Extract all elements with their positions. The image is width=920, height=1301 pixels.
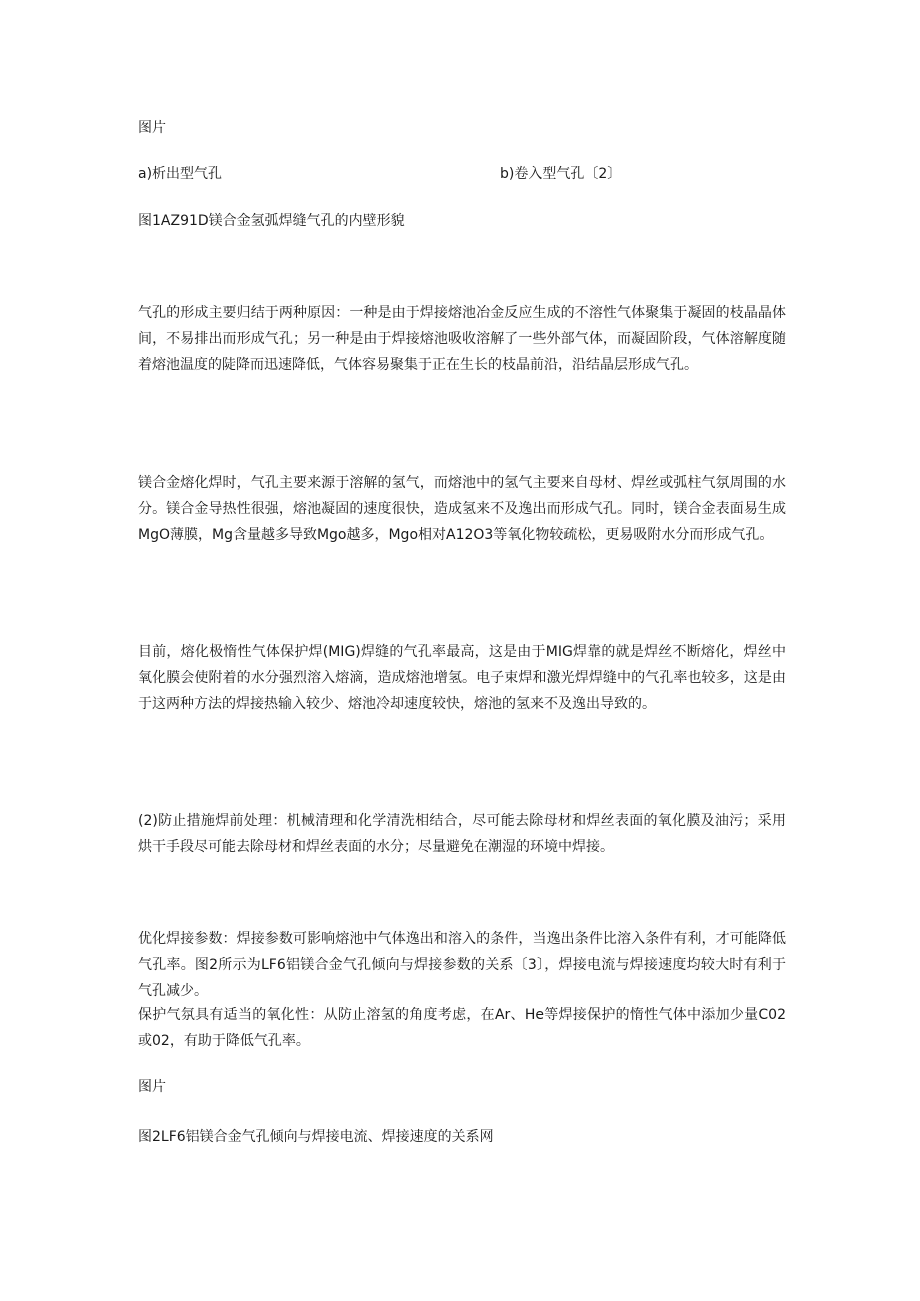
paragraph-magnesium-hydrogen: 镁合金熔化焊时，气孔主要来源于溶解的氢气，而熔池中的氢气主要来自母材、焊丝或弧柱气氛周围的水分。镁合金导热性很强，熔池凝固的速度很快，造成氢来不及逸出而形成气孔。同时，镁合金表面易生成MgO薄膜，Mg含量越多导致Mgo越多，Mgo相对A12O3等氧化物较疏松，更易吸附水分而形成气孔。 [138,475,786,543]
paragraph-welding-params: 优化焊接参数：焊接参数可影响熔池中气体逸出和溶入的条件，当逸出条件比溶入条件有利，才可能降低气孔率。图2所示为LF6铝镁合金气孔倾向与焊接参数的关系〔3〕，焊接电流与焊接速度均较大时有利于气孔减少。 [138,931,786,999]
figure2-caption: 图2LF6铝镁合金气孔倾向与焊接电流、焊接速度的关系网 [138,1129,494,1145]
figure2-placeholder: 图片 [138,1079,166,1095]
figure1-sub-a: a)析出型气孔 [138,166,223,182]
figure1-caption: 图1AZ91D镁合金氢弧焊缝气孔的内壁形貌 [138,213,405,229]
paragraph-shielding-gas: 保护气氛具有适当的氧化性：从防止溶氢的角度考虑，在Ar、He等焊接保护的惰性气体中添加少量C02或02，有助于降低气孔率。 [138,1007,786,1049]
figure1-placeholder: 图片 [138,120,166,136]
paragraph-prevention: (2)防止措施焊前处理：机械清理和化学清洗相结合，尽可能去除母材和焊丝表面的氧化膜及油污；采用烘干手段尽可能去除母材和焊丝表面的水分；尽量避免在潮湿的环境中焊接。 [138,813,786,855]
paragraph-pore-causes: 气孔的形成主要归结于两种原因：一种是由于焊接熔池冶金反应生成的不溶性气体聚集于凝固的枝晶晶体间，不易排出而形成气孔；另一种是由于焊接熔池吸收溶解了一些外部气体，而凝固阶段，气体溶解度随着熔池温度的陡降而迅速降低，气体容易聚集于正在生长的枝晶前沿，沿结晶层形成气孔。 [138,305,786,373]
figure1-sub-b: b)卷入型气孔〔2〕 [500,166,622,182]
paragraph-mig-porosity: 目前，熔化极惰性气体保护焊(MIG)焊缝的气孔率最高，这是由于MIG焊靠的就是焊丝不断熔化，焊丝中氧化膜会使附着的水分强烈溶入熔滴，造成熔池增氢。电子束焊和激光焊焊缝中的气孔率也较多，这是由于这两种方法的焊接热输入较少、熔池冷却速度较快，熔池的氢来不及逸出导致的。 [138,644,786,712]
